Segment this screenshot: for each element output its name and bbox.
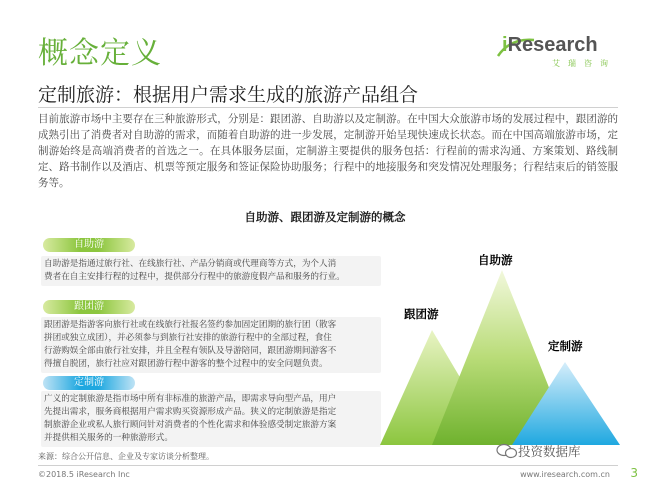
tag-group-tour: 跟团游: [43, 300, 135, 314]
desc-line: 广义的定制旅游是指市场中所有非标准的旅游产品，即需求导向型产品，用户: [44, 394, 337, 404]
section-title: 自助游、跟团游及定制游的概念: [244, 210, 406, 224]
desc-line: 并提供相关服务的一种旅游形式。: [44, 433, 173, 443]
logo-tagline: 艾瑞咨询: [552, 59, 616, 68]
website-url: www.iresearch.com.cn: [520, 470, 610, 479]
page-subtitle: 定制旅游：根据用户需求生成的旅游产品组合: [38, 84, 419, 106]
tag-self-guided: 自助游: [43, 238, 135, 252]
source-note: 来源：综合公开信息、企业及专家访谈分析整理。: [38, 452, 214, 461]
desc-line: 行游购娱全部由旅行社安排，并且全程有领队及导游陪同，跟团游期间游客不: [44, 346, 337, 356]
watermark-text: 投资数据库: [518, 444, 581, 459]
mountain-label-self-guided: 自助游: [478, 253, 513, 267]
mountain-label-group-tour: 跟团游: [404, 307, 439, 321]
page-title: 概念定义: [38, 36, 162, 71]
header-divider: [38, 107, 618, 108]
mountain-label-custom-tour: 定制游: [548, 339, 583, 353]
desc-line: 跟团游是指游客向旅行社或在线旅行社报名签约参加固定团期的旅行团（散客: [44, 320, 337, 330]
desc-line: 自助游是指通过旅行社、在线旅行社、产品分销商或代理商等方式，为个人消: [44, 259, 337, 269]
page-number: 3: [630, 466, 638, 480]
iresearch-logo: [496, 34, 618, 72]
desc-custom-tour: [44, 393, 336, 445]
desc-line: 得擅自脱团，旅行社应对跟团游行程中游客的整个过程中的安全问题负责。: [44, 359, 328, 369]
desc-line: 费者在自主安排行程的过程中，提供部分行程中的旅游度假产品和服务的行业。: [44, 272, 345, 282]
tag-custom-tour: 定制游: [43, 376, 135, 390]
desc-group-tour: [44, 319, 336, 371]
desc-line: 先提出需求，服务商根据用户需求购买资源形成产品。狭义的定制旅游是指定: [44, 407, 337, 417]
intro-paragraph: 目前旅游市场中主要存在三种旅游形式，分别是：跟团游、自助游以及定制游。在中国大众旅游市场的发展过程中，跟团游的成熟引出了消费者对自助游的需求，而随着自助游的进一步发展，定制游开始呈现快速成长状态。而在中国高端旅游市场，定制游始终是高端消费者的首选之一。在具体服务层面，定制游主要提供的服务包括：行程前的需求沟通、方案策划、路线制定、路书制作以及酒店、机票等预定服务和签证保险协助服务；行程中的地接服务和突发情况处理服务；行程结束后的销签服务等。: [38, 113, 618, 189]
desc-self-guided: [44, 258, 345, 284]
logo-brand: iResearch: [502, 34, 598, 56]
desc-line: 制旅游企业或私人旅行顾问针对消费者的个性化需求和体验感受制定旅游方案: [44, 420, 337, 430]
copyright: ©2018.5 iResearch Inc: [38, 470, 130, 479]
desc-line: 拼团或独立成团），并必须参与到旅行社安排的旅游行程中的全部过程，食住: [44, 333, 332, 343]
mountain-illustration: [380, 250, 630, 450]
footer-divider: [38, 465, 618, 466]
wechat-icon: [496, 443, 518, 459]
